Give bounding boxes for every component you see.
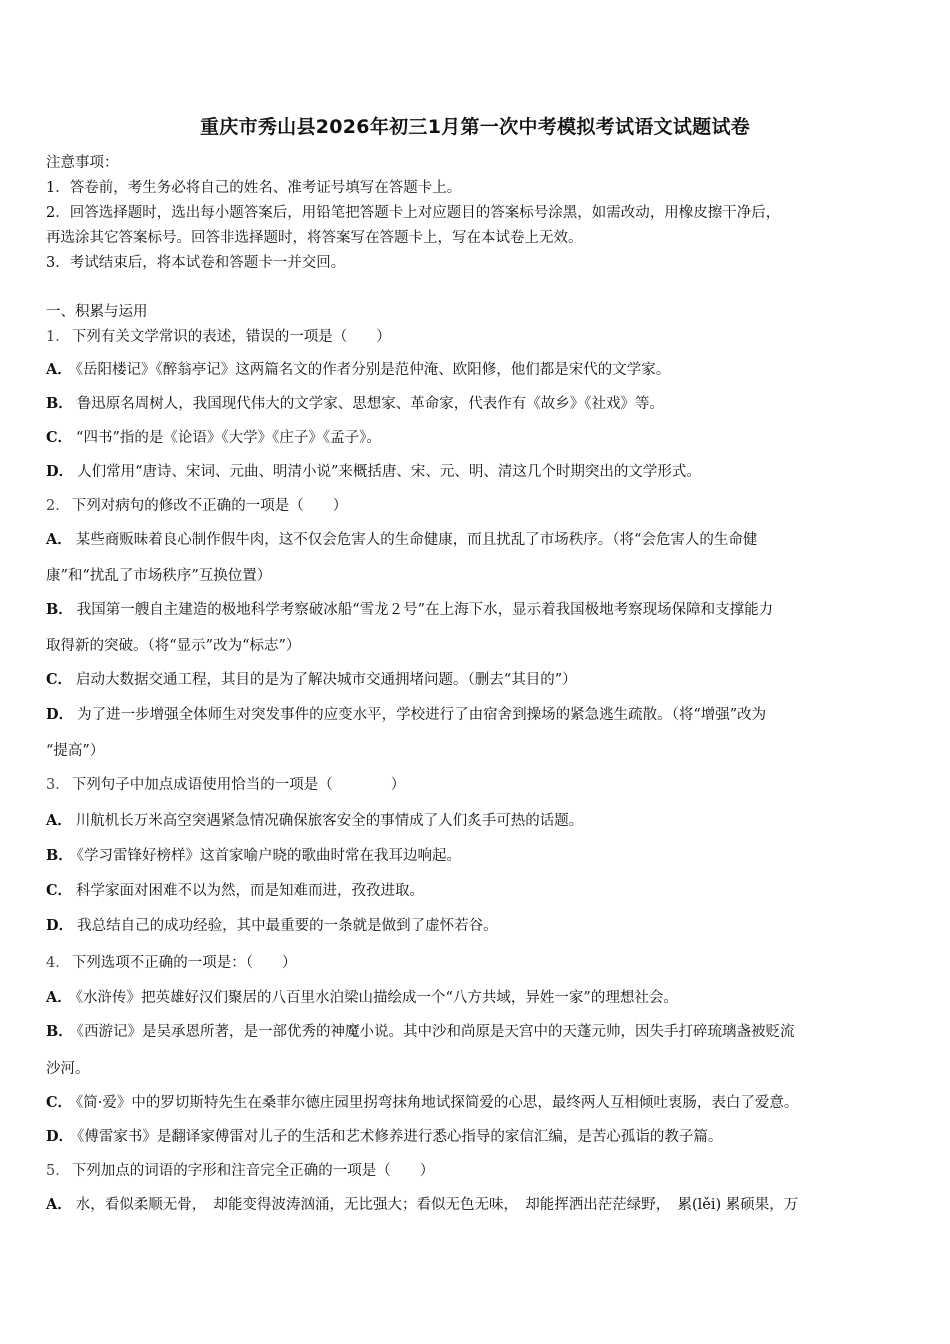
option-row bbox=[46, 670, 916, 690]
option-row bbox=[46, 1127, 916, 1147]
question-stem bbox=[46, 1161, 916, 1181]
option-text: 我国第一艘自主建造的极地科学考察破冰船“雪龙２号”在上海下水，显示着我国极地考察现场保障和支撑能力 bbox=[76, 602, 774, 618]
option-label: D． bbox=[46, 917, 74, 934]
question-text: 下列对病句的修改不正确的一项是（ ） bbox=[71, 498, 348, 514]
option-label: A． bbox=[46, 812, 72, 829]
option-text: 《学习雷锋好榜样》这首家喻户晓的歌曲时常在我耳边响起。 bbox=[76, 848, 462, 864]
question-text: 下列选项不正确的一项是：（ ） bbox=[71, 955, 297, 971]
notice-heading: 注意事项： bbox=[46, 155, 119, 171]
option-text: 人们常用“唐诗、宋词、元曲、明清小说”来概括唐、宋、元、明、清这几个时期突出的文学形式。 bbox=[77, 464, 701, 480]
option-row bbox=[46, 530, 916, 550]
question-stem bbox=[46, 496, 916, 516]
option-row bbox=[46, 1093, 916, 1113]
option-row bbox=[46, 811, 916, 831]
option-label: A． bbox=[46, 531, 72, 548]
option-row bbox=[46, 1022, 916, 1042]
option-row bbox=[46, 988, 916, 1008]
option-text: 《西游记》是吴承恩所著，是一部优秀的神魔小说。其中沙和尚原是天宫中的天蓬元帅，因失手打碎琉璃盏被贬流 bbox=[76, 1024, 795, 1040]
question-number: 3． bbox=[46, 777, 70, 793]
question-stem bbox=[46, 953, 916, 973]
notice-item: 3．考试结束后，将本试卷和答题卡一并交回。 bbox=[46, 255, 346, 271]
section-heading: 一、积累与运用 bbox=[46, 304, 148, 320]
option-label: C． bbox=[46, 671, 73, 688]
option-row bbox=[46, 360, 916, 380]
option-row bbox=[46, 705, 916, 725]
option-row bbox=[46, 428, 916, 448]
option-label: C． bbox=[46, 1094, 73, 1111]
option-text: 我总结自己的成功经验，其中最重要的一条就是做到了虚怀若谷。 bbox=[77, 918, 498, 934]
page-title: 重庆市秀山县2026年初三1月第一次中考模拟考试语文试题试卷 bbox=[199, 116, 751, 138]
option-label: D． bbox=[46, 706, 74, 723]
option-label: A． bbox=[46, 1196, 72, 1213]
option-text: 《简·爱》中的罗切斯特先生在桑菲尔德庄园里拐弯抹角地试探简爱的心思，最终两人互相倾吐衷肠，表白了爱意。 bbox=[76, 1095, 799, 1111]
option-label: C． bbox=[46, 882, 73, 899]
notice-item: 再选涂其它答案标号。回答非选择题时，将答案写在答题卡上，写在本试卷上无效。 bbox=[46, 230, 583, 246]
option-text: 《傅雷家书》是翻译家傅雷对儿子的生活和艺术修养进行悉心指导的家信汇编，是苦心孤诣的教子篇。 bbox=[77, 1129, 723, 1145]
option-text: 某些商贩昧着良心制作假牛肉，这不仅会危害人的生命健康，而且扰乱了市场秩序。（将“会危害人的生命健 bbox=[75, 532, 758, 548]
option-text: 《岳阳楼记》《醉翁亭记》这两篇名文的作者分别是范仲淹、欧阳修，他们都是宋代的文学家。 bbox=[75, 362, 671, 378]
option-label: B． bbox=[46, 601, 73, 618]
question-number: 5． bbox=[46, 1163, 70, 1179]
notice-item: 2．回答选择题时，选出每小题答案后，用铅笔把答题卡上对应题目的答案标号涂黑，如需改动，用橡皮擦干净后， bbox=[46, 205, 781, 221]
option-text: 《水浒传》把英雄好汉们聚居的八百里水泊梁山描绘成一个“八方共域，异姓一家”的理想社会。 bbox=[75, 990, 678, 1006]
question-stem bbox=[46, 775, 916, 795]
option-row bbox=[46, 600, 916, 620]
option-text: 川航机长万米高空突遇紧急情况确保旅客安全的事情成了人们炙手可热的话题。 bbox=[75, 813, 584, 829]
option-label: B． bbox=[46, 847, 73, 864]
option-continuation: 康”和“扰乱了市场秩序”互换位置） bbox=[46, 568, 272, 584]
option-label: B． bbox=[46, 1023, 73, 1040]
option-text: “四书”指的是《论语》《大学》《庄子》《孟子》。 bbox=[76, 430, 381, 446]
option-label: D． bbox=[46, 1128, 74, 1145]
option-label: A． bbox=[46, 361, 72, 378]
option-continuation: “提高”） bbox=[46, 743, 105, 759]
option-text: 水，看似柔顺无骨， 却能变得波涛汹涌，无比强大；看似无色无味， 却能挥洒出茫茫绿野， 累(lěi) 累硕果，万 bbox=[75, 1197, 799, 1213]
option-text: 启动大数据交通工程，其目的是为了解决城市交通拥堵问题。（删去“其目的”） bbox=[76, 672, 577, 688]
question-text: 下列句子中加点成语使用恰当的一项是（ ） bbox=[71, 777, 406, 793]
option-row bbox=[46, 916, 916, 936]
question-stem bbox=[46, 327, 916, 347]
question-text: 下列有关文学常识的表述，错误的一项是（ ） bbox=[71, 329, 391, 345]
question-number: 2． bbox=[46, 498, 70, 514]
question-number: 1． bbox=[46, 329, 70, 345]
option-text: 科学家面对困难不以为然，而是知难而进，孜孜进取。 bbox=[76, 883, 425, 899]
option-continuation: 取得新的突破。（将“显示”改为“标志”） bbox=[46, 638, 301, 654]
option-text: 为了进一步增强全体师生对突发事件的应变水平，学校进行了由宿舍到操场的紧急逃生疏散。（将“增强”改为 bbox=[77, 707, 767, 723]
option-continuation: 沙河。 bbox=[46, 1061, 90, 1077]
option-label: C． bbox=[46, 429, 73, 446]
option-row bbox=[46, 846, 916, 866]
option-label: A． bbox=[46, 989, 72, 1006]
option-label: B． bbox=[46, 395, 73, 412]
option-row bbox=[46, 394, 916, 414]
option-row bbox=[46, 462, 916, 482]
notice-item: 1．答卷前，考生务必将自己的姓名、准考证号填写在答题卡上。 bbox=[46, 180, 462, 196]
question-text: 下列加点的词语的字形和注音完全正确的一项是（ ） bbox=[71, 1163, 435, 1179]
option-row bbox=[46, 881, 916, 901]
question-number: 4． bbox=[46, 955, 70, 971]
option-text: 鲁迅原名周树人，我国现代伟大的文学家、思想家、革命家，代表作有《故乡》《社戏》等。 bbox=[76, 396, 665, 412]
option-row bbox=[46, 1195, 916, 1215]
option-label: D． bbox=[46, 463, 74, 480]
